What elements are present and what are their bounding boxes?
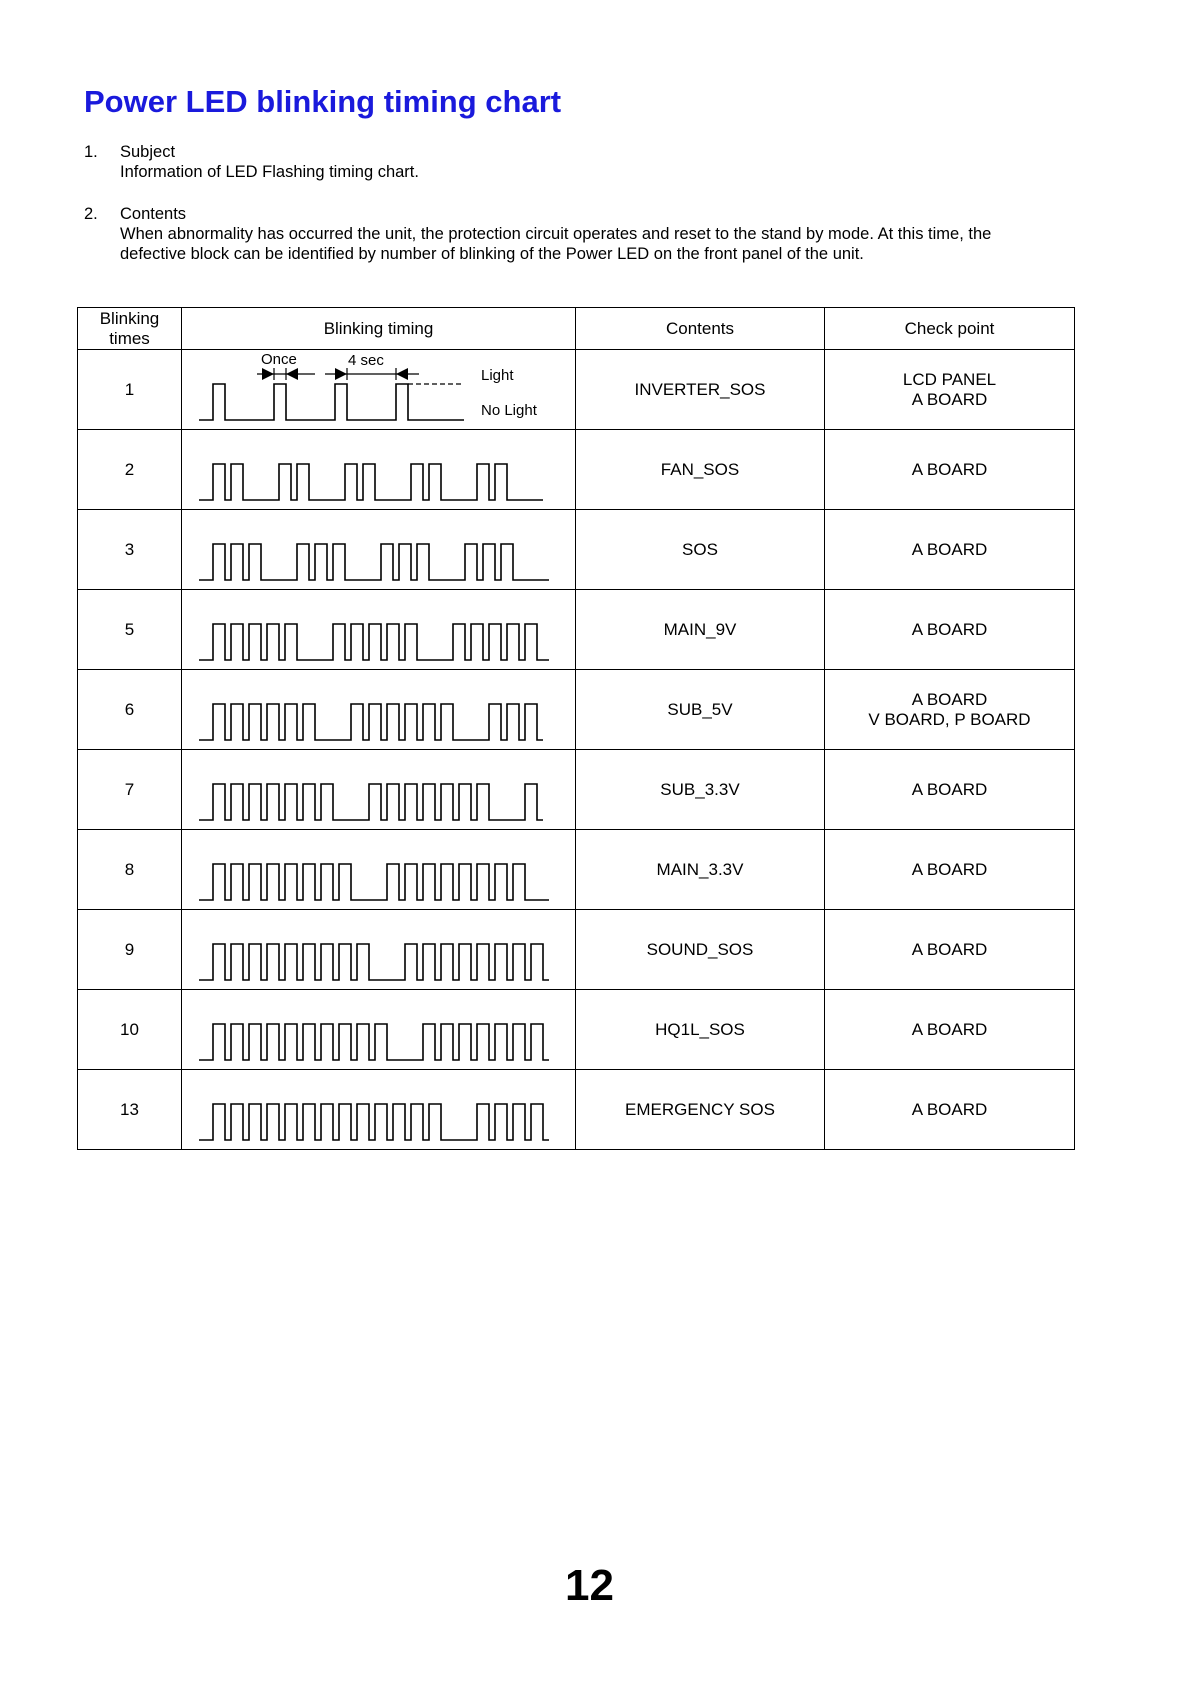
check-point-line: LCD PANEL bbox=[902, 369, 997, 389]
waveform-chart bbox=[189, 1070, 569, 1149]
check-point-line: A BOARD bbox=[911, 539, 988, 559]
check-point-line: A BOARD bbox=[911, 1099, 988, 1119]
legend-no-light: No Light bbox=[481, 402, 537, 419]
contents-cell: SUB_3.3V bbox=[576, 750, 825, 830]
blinking-times-cell: 9 bbox=[78, 910, 182, 990]
contents-cell: FAN_SOS bbox=[576, 430, 825, 510]
check-point-cell bbox=[825, 830, 1075, 910]
blinking-times-cell: 2 bbox=[78, 430, 182, 510]
table-row bbox=[78, 590, 1075, 670]
table-row bbox=[78, 430, 1075, 510]
waveform-chart bbox=[189, 430, 569, 509]
check-point-cell bbox=[825, 1070, 1075, 1150]
check-point-cell bbox=[825, 590, 1075, 670]
waveform-line bbox=[199, 624, 549, 660]
blinking-timing-cell bbox=[182, 430, 576, 510]
contents-cell: SOUND_SOS bbox=[576, 910, 825, 990]
blinking-times-cell: 5 bbox=[78, 590, 182, 670]
check-point-line: V BOARD, P BOARD bbox=[868, 709, 1031, 729]
table-row bbox=[78, 1070, 1075, 1150]
table-row bbox=[78, 510, 1075, 590]
section-number: 2. bbox=[84, 205, 98, 223]
contents-cell: SOS bbox=[576, 510, 825, 590]
blinking-timing-cell bbox=[182, 510, 576, 590]
section-text-line: Information of LED Flashing timing chart. bbox=[120, 163, 419, 181]
section-number: 1. bbox=[84, 143, 98, 161]
blinking-timing-cell bbox=[182, 750, 576, 830]
section-heading: Subject bbox=[120, 143, 176, 161]
waveform-chart bbox=[189, 910, 569, 989]
legend-four-sec: 4 sec bbox=[348, 352, 384, 369]
check-point-line: A BOARD bbox=[911, 619, 988, 639]
check-point-cell bbox=[825, 750, 1075, 830]
blinking-times-cell: 7 bbox=[78, 750, 182, 830]
contents-cell: HQ1L_SOS bbox=[576, 990, 825, 1070]
waveform-line bbox=[199, 544, 549, 580]
table-row bbox=[78, 830, 1075, 910]
blinking-times-cell: 13 bbox=[78, 1070, 182, 1150]
blinking-timing-cell bbox=[182, 990, 576, 1070]
waveform-line bbox=[199, 864, 549, 900]
blinking-times-cell: 3 bbox=[78, 510, 182, 590]
blinking-timing-table bbox=[77, 307, 1075, 1150]
waveform-line bbox=[199, 384, 464, 420]
check-point-cell bbox=[825, 910, 1075, 990]
period-arrow-left bbox=[335, 368, 347, 380]
waveform-chart bbox=[189, 590, 569, 669]
page-number: 12 bbox=[565, 1561, 614, 1610]
table-row bbox=[78, 910, 1075, 990]
section-text-line: When abnormality has occurred the unit, the protection circuit operates and reset to the stand by mode. At this time, the bbox=[120, 225, 992, 243]
period-arrow-right bbox=[396, 368, 408, 380]
blinking-times-cell: 1 bbox=[78, 350, 182, 430]
check-point-line: A BOARD bbox=[911, 939, 988, 959]
waveform-line bbox=[199, 944, 549, 980]
waveform-chart bbox=[189, 510, 569, 589]
check-point-line: A BOARD bbox=[911, 779, 988, 799]
blinking-timing-cell bbox=[182, 830, 576, 910]
blinking-times-cell: 8 bbox=[78, 830, 182, 910]
blinking-timing-cell bbox=[182, 1070, 576, 1150]
contents-cell: INVERTER_SOS bbox=[576, 350, 825, 430]
header-blinking-timing: Blinking timing bbox=[182, 308, 576, 350]
contents-cell: EMERGENCY SOS bbox=[576, 1070, 825, 1150]
section-heading: Contents bbox=[120, 205, 187, 223]
check-point-cell bbox=[825, 350, 1075, 430]
legend-light: Light bbox=[481, 367, 514, 384]
check-point-line: A BOARD bbox=[911, 389, 988, 409]
waveform-chart bbox=[189, 990, 569, 1069]
waveform-line bbox=[199, 464, 543, 500]
waveform-line bbox=[199, 704, 543, 740]
contents-cell: SUB_5V bbox=[576, 670, 825, 750]
table-row bbox=[78, 990, 1075, 1070]
header-line: times bbox=[109, 328, 150, 348]
check-point-line: A BOARD bbox=[911, 859, 988, 879]
waveform-chart bbox=[189, 670, 569, 749]
contents-cell: MAIN_3.3V bbox=[576, 830, 825, 910]
legend-once: Once bbox=[261, 351, 297, 368]
waveform-line bbox=[199, 1104, 549, 1140]
table-row bbox=[78, 750, 1075, 830]
waveform-line bbox=[199, 784, 543, 820]
check-point-cell bbox=[825, 990, 1075, 1070]
table-header-row bbox=[78, 308, 1075, 350]
header-contents: Contents bbox=[576, 308, 825, 350]
blinking-timing-cell bbox=[182, 350, 576, 430]
table-row bbox=[78, 350, 1075, 430]
waveform-chart bbox=[189, 830, 569, 909]
blinking-timing-cell bbox=[182, 910, 576, 990]
blinking-timing-cell bbox=[182, 590, 576, 670]
check-point-cell bbox=[825, 670, 1075, 750]
blinking-timing-cell bbox=[182, 670, 576, 750]
contents-cell: MAIN_9V bbox=[576, 590, 825, 670]
section-text-line: defective block can be identified by number of blinking of the Power LED on the front panel of the unit. bbox=[120, 245, 864, 263]
waveform-chart bbox=[189, 750, 569, 829]
waveform-line bbox=[199, 1024, 549, 1060]
check-point-cell bbox=[825, 510, 1075, 590]
page-title: Power LED blinking timing chart bbox=[84, 84, 562, 119]
header-check-point: Check point bbox=[825, 308, 1075, 350]
check-point-line: A BOARD bbox=[911, 1019, 988, 1039]
blinking-times-cell: 6 bbox=[78, 670, 182, 750]
table-row bbox=[78, 670, 1075, 750]
header-line: Blinking bbox=[99, 308, 160, 328]
blinking-times-cell: 10 bbox=[78, 990, 182, 1070]
check-point-line: A BOARD bbox=[911, 689, 988, 709]
check-point-line: A BOARD bbox=[911, 459, 988, 479]
header-blinking-times bbox=[78, 308, 182, 350]
check-point-cell bbox=[825, 430, 1075, 510]
